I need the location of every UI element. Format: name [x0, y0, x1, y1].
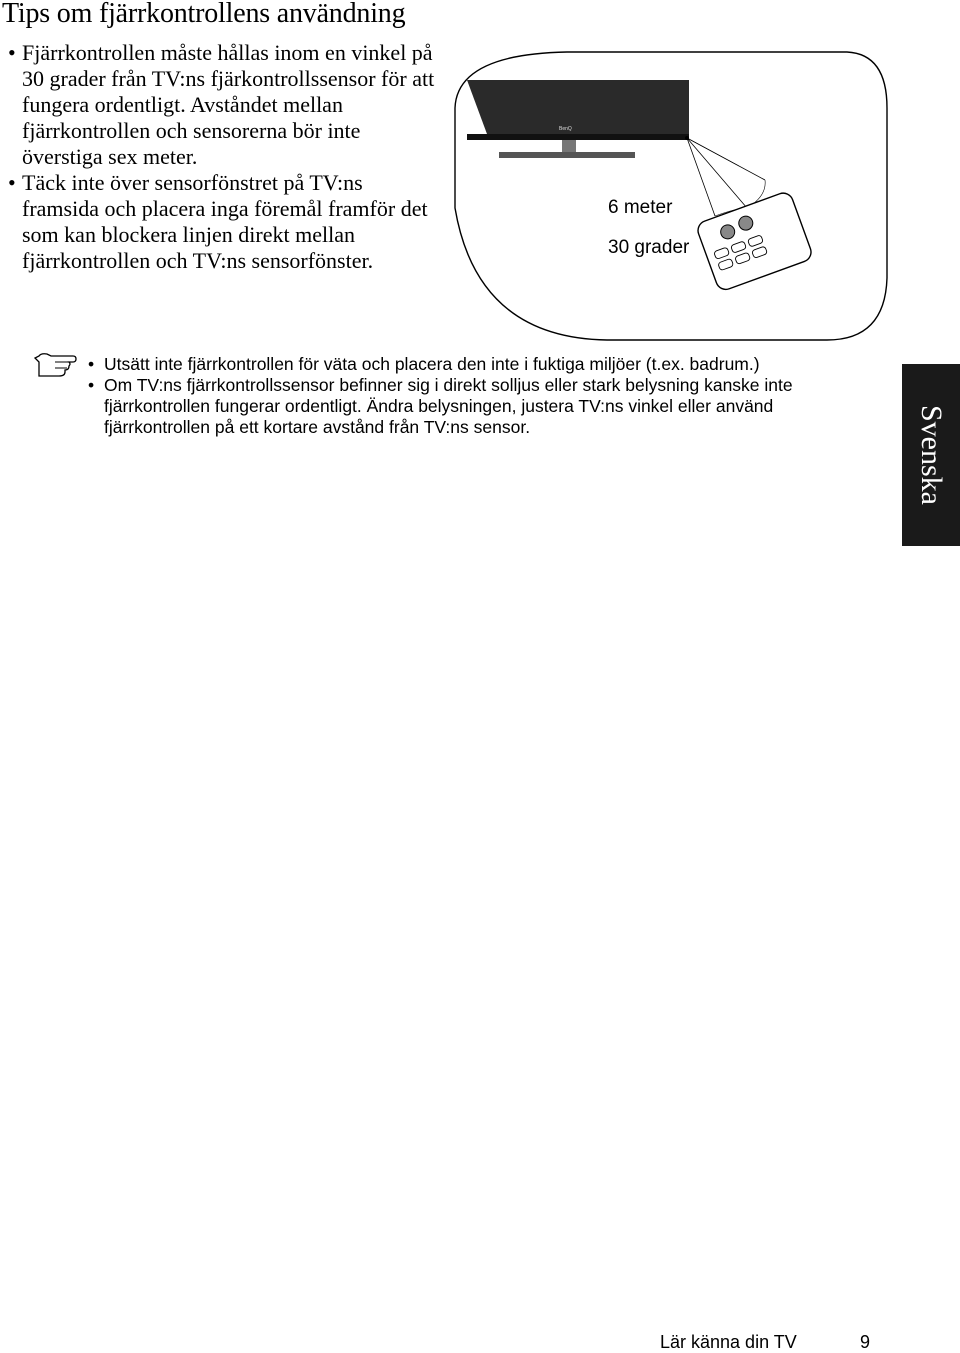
remote-range-illustration — [447, 48, 892, 344]
tv-stand-base — [499, 152, 635, 158]
page-number: 9 — [860, 1332, 871, 1352]
bullet-icon: • — [8, 40, 16, 65]
pointing-hand-icon — [33, 352, 77, 378]
tv-bezel — [467, 134, 689, 140]
notes-list — [88, 354, 878, 438]
note-item — [88, 354, 878, 375]
angle-label: 30 grader — [608, 237, 690, 258]
bullet-icon: • — [88, 375, 95, 395]
tip-item — [8, 170, 438, 274]
tv-screen — [467, 80, 689, 134]
footer-section-title: Lär känna din TV — [660, 1332, 797, 1352]
language-tab — [902, 364, 960, 546]
page-title: Tips om fjärrkontrollens användning — [2, 0, 406, 29]
tips-list — [8, 40, 438, 274]
distance-label: 6 meter — [608, 197, 673, 218]
note-item — [88, 375, 878, 438]
note-text: Utsätt inte fjärrkontrollen för väta och placera den inte i fuktiga miljöer (t.ex. badrum.) — [104, 354, 760, 374]
tip-item — [8, 40, 438, 170]
note-text: Om TV:ns fjärrkontrollssensor befinner sig i direkt solljus eller stark belysning kanske inte fjärrkontrollen fungerar ordentligt. Ändra belysningen, justera TV:ns vinkel eller använd fjärrkontrollen på ett kortare avstånd från TV:ns sensor. — [104, 375, 793, 437]
page-footer — [660, 1332, 871, 1353]
bullet-icon: • — [88, 354, 95, 374]
tip-text: Täck inte över sensorfönstret på TV:ns framsida och placera inga föremål framför det som kan blockera linjen direkt mellan fjärrkontrollen och TV:ns sensorfönster. — [22, 170, 428, 273]
tv-remote-diagram — [447, 48, 892, 344]
language-tab-label: Svenska — [915, 405, 948, 505]
bullet-icon: • — [8, 170, 16, 195]
tv-stand-neck — [562, 140, 576, 152]
tv-brand-logo: BenQ — [559, 126, 572, 132]
tip-text: Fjärrkontrollen måste hållas inom en vinkel på 30 grader från TV:ns fjärkontrollssensor för att fungera ordentligt. Avståndet mellan fjärrkontrollen och sensorerna bör inte överstiga sex meter. — [22, 40, 435, 169]
